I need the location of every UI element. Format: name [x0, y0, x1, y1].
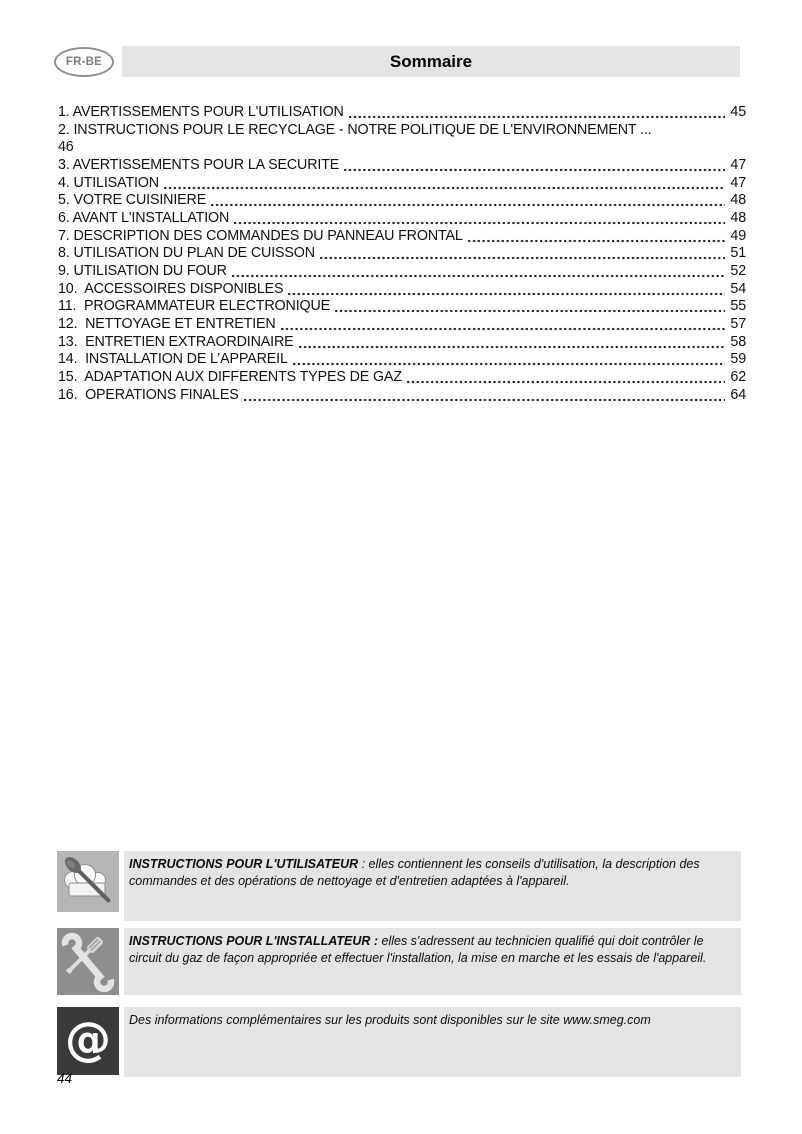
toc-item-label: 14. INSTALLATION DE L’APPAREIL: [58, 351, 288, 368]
toc-item-label: 11. PROGRAMMATEUR ELECTRONIQUE: [58, 298, 331, 315]
toc-item-page: 57: [730, 315, 746, 332]
user-instructions-text: [124, 851, 741, 921]
toc-item: [58, 157, 746, 175]
toc-item-page: 51: [730, 245, 746, 262]
note-bold-lead: INSTRUCTIONS POUR L'UTILISATEUR: [129, 857, 359, 871]
toc-item-page: 48: [730, 209, 746, 226]
notes-section: [57, 851, 741, 1084]
toc-item-page: 55: [730, 298, 746, 315]
toc-item-label: 4. UTILISATION: [58, 174, 159, 191]
toc-item-page: 54: [730, 280, 746, 297]
toc-item-label: 10. ACCESSOIRES DISPONIBLES: [58, 280, 284, 297]
toc-item: [58, 122, 746, 140]
dot-leader: [288, 292, 725, 296]
user-instructions-note: [57, 851, 741, 921]
dot-leader: [299, 345, 726, 349]
at-icon: [57, 1007, 119, 1075]
wrench-screwdriver-icon: [57, 928, 119, 1000]
page-header: [122, 46, 740, 77]
toc-item-label: 3. AVERTISSEMENTS POUR LA SECURITE: [58, 156, 340, 173]
toc-item: [58, 387, 746, 405]
table-of-contents: [58, 104, 746, 404]
toc-item-page: 58: [730, 333, 746, 350]
toc-item-page: 64: [730, 386, 746, 403]
dot-leader: [234, 221, 725, 225]
toc-item-label: 6. AVANT L'INSTALLATION: [58, 209, 230, 226]
at-glyph: @: [57, 1007, 119, 1075]
toc-item-label: 16. OPERATIONS FINALES: [58, 386, 239, 403]
note-bold-lead: INSTRUCTIONS POUR L'INSTALLATEUR :: [129, 934, 379, 948]
dot-leader: [164, 186, 725, 190]
toc-item-page: 59: [730, 351, 746, 368]
toc-item-page: 48: [730, 192, 746, 209]
page-number: 44: [57, 1071, 73, 1086]
dot-leader: [407, 380, 725, 384]
toc-item-label: 13. ENTRETIEN EXTRAORDINAIRE: [58, 333, 294, 350]
dot-leader: [335, 309, 725, 313]
dot-leader: [468, 239, 726, 243]
toc-item: [58, 316, 746, 334]
website-info-text: [124, 1007, 741, 1077]
dot-leader: [281, 327, 726, 331]
toc-item: [58, 245, 746, 263]
installer-instructions-note: [57, 928, 741, 1000]
toc-item-page: 46: [58, 139, 74, 156]
dot-leader: [344, 168, 725, 172]
toc-item-label: 8. UTILISATION DU PLAN DE CUISSON: [58, 245, 315, 262]
toc-item: [58, 104, 746, 122]
dot-leader: [232, 274, 726, 278]
note-body: elles s'adressent au technicien qualifié qui doit contrôler le circuit du gaz de façon appropriée et effectuer l'installation, la mise en marche et les essais de l'appareil.: [129, 934, 707, 965]
note-body: Des informations complémentaires sur les produits sont disponibles sur le site www.smeg.com: [129, 1013, 651, 1027]
dot-leader: [293, 362, 726, 366]
toc-item-label: 2. INSTRUCTIONS POUR LE RECYCLAGE - NOTRE POLITIQUE DE L'ENVIRONNEMENT ...: [58, 121, 652, 138]
toc-item-label: 5. VOTRE CUISINIERE: [58, 192, 207, 209]
toc-item: [58, 210, 746, 228]
toc-item: [58, 263, 746, 281]
chef-hat-spoon-icon: [57, 851, 119, 917]
toc-item-label: 7. DESCRIPTION DES COMMANDES DU PANNEAU FRONTAL: [58, 227, 463, 244]
toc-item: [58, 334, 746, 352]
installer-instructions-text: [124, 928, 741, 995]
note-body: : elles contiennent les conseils d'utilisation, la description des commandes et des opérations de nettoyage et d'entretien adaptées à l'appareil.: [129, 857, 700, 888]
toc-item-label: 9. UTILISATION DU FOUR: [58, 262, 227, 279]
toc-item-page: 52: [730, 262, 746, 279]
page-title: Sommaire: [389, 51, 473, 71]
toc-item-page: 47: [730, 174, 746, 191]
dot-leader: [244, 398, 726, 402]
toc-item: [58, 351, 746, 369]
website-info-note: [57, 1007, 741, 1077]
toc-item-page: 49: [730, 227, 746, 244]
toc-item: [58, 192, 746, 210]
toc-item-page: 47: [730, 156, 746, 173]
toc-item-wrapped-page: [58, 139, 746, 157]
dot-leader: [320, 256, 725, 260]
toc-item-page: 62: [730, 368, 746, 385]
toc-item: [58, 281, 746, 299]
toc-item-label: 12. NETTOYAGE ET ENTRETIEN: [58, 315, 276, 332]
toc-item-page: 45: [730, 104, 746, 120]
region-badge: [54, 47, 114, 77]
toc-item: [58, 298, 746, 316]
dot-leader: [349, 115, 726, 119]
toc-item: [58, 228, 746, 246]
toc-item-label: 15. ADAPTATION AUX DIFFERENTS TYPES DE GAZ: [58, 368, 402, 385]
region-badge-label: FR-BE: [65, 56, 103, 68]
toc-item-label: 1. AVERTISSEMENTS POUR L'UTILISATION: [58, 104, 344, 120]
dot-leader: [211, 203, 725, 207]
toc-item: [58, 175, 746, 193]
toc-item: [58, 369, 746, 387]
